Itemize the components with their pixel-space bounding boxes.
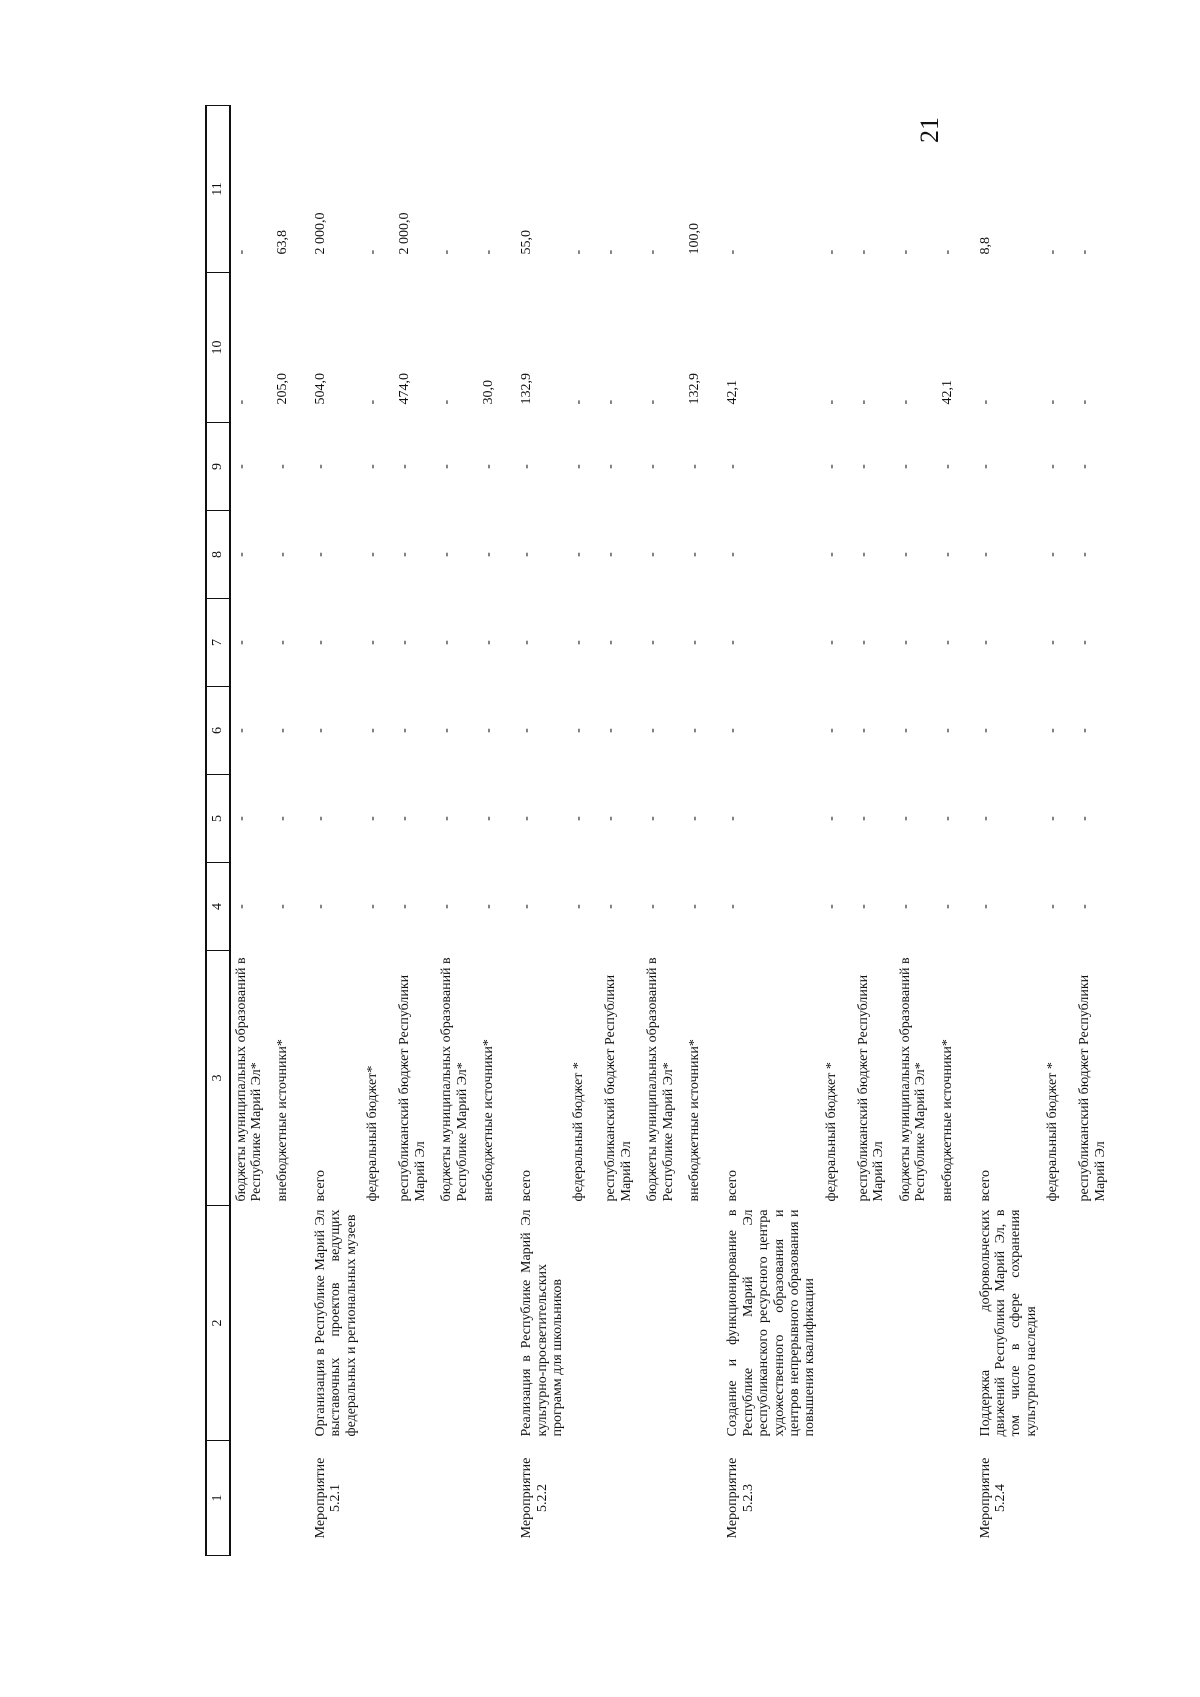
value-cell: - [481, 816, 497, 821]
table-row [642, 106, 684, 1556]
value-cell: - [571, 904, 587, 909]
value-cell: - [725, 249, 741, 255]
value-cell: - [725, 552, 741, 557]
event-name-cell [272, 1206, 310, 1441]
value-cell: - [397, 816, 413, 821]
value-cell: - [519, 552, 535, 557]
value-cell: - [439, 399, 455, 405]
value-cell: - [687, 904, 703, 909]
value-cell: - [977, 728, 993, 733]
value-cell: - [603, 640, 619, 645]
value-cell: - [275, 464, 290, 469]
table-row [230, 106, 272, 1556]
col-header: 3 [206, 951, 230, 1206]
table-row [1042, 106, 1074, 1556]
value-cell: - [571, 728, 587, 733]
funding-source-cell: федеральный бюджет * [823, 1062, 839, 1202]
value-cell: - [481, 904, 497, 909]
value-cell: - [645, 249, 661, 255]
value-cell: 132,9 [687, 373, 703, 405]
value-cell: - [1077, 816, 1093, 821]
value-cell: - [439, 640, 455, 645]
header-row [206, 106, 230, 1556]
col-header: 9 [206, 423, 230, 511]
value-cell: - [481, 249, 497, 255]
value-cell: - [823, 399, 839, 405]
table-row [684, 106, 722, 1556]
value-cell: - [1045, 552, 1061, 557]
event-number-cell: Мероприятие 5.2.3 [725, 1457, 756, 1539]
value-cell: - [571, 399, 587, 405]
value-cell: - [1077, 904, 1093, 909]
value-cell: - [939, 816, 955, 821]
funding-source-cell: всего [977, 1169, 993, 1202]
value-cell: - [571, 249, 587, 255]
table-row [1074, 106, 1116, 1556]
value-cell: - [645, 640, 661, 645]
value-cell: - [939, 464, 955, 469]
value-cell: - [823, 728, 839, 733]
value-cell: - [1077, 552, 1093, 557]
col-header: 10 [206, 273, 230, 423]
value-cell: 55,0 [519, 230, 535, 255]
event-number-cell [1042, 1441, 1074, 1556]
value-cell: - [481, 552, 497, 557]
value-cell: - [275, 904, 290, 909]
event-number-cell [821, 1441, 853, 1556]
value-cell: - [365, 640, 381, 645]
value-cell: - [855, 464, 871, 469]
value-cell: - [234, 552, 249, 557]
event-number-cell: Мероприятие 5.2.2 [519, 1457, 550, 1539]
value-cell: - [855, 640, 871, 645]
value-cell: - [855, 728, 871, 733]
value-cell: - [645, 464, 661, 469]
value-cell: - [977, 816, 993, 821]
value-cell: - [725, 464, 741, 469]
rotated-table-container [205, 116, 1108, 1556]
table-row [272, 106, 310, 1556]
event-name-cell [642, 1206, 684, 1441]
value-cell: - [313, 464, 328, 469]
event-name-cell [568, 1206, 600, 1441]
value-cell: - [1045, 640, 1061, 645]
funding-source-cell: внебюджетные источники* [939, 1039, 955, 1202]
value-cell: - [1045, 904, 1061, 909]
value-cell: - [234, 728, 249, 733]
value-cell: - [365, 816, 381, 821]
value-cell: - [1045, 816, 1061, 821]
value-cell: - [897, 904, 913, 909]
value-cell: - [823, 904, 839, 909]
value-cell: - [897, 552, 913, 557]
value-cell: - [439, 464, 455, 469]
value-cell: - [939, 249, 955, 255]
value-cell: - [313, 552, 328, 557]
event-number-cell [436, 1441, 478, 1556]
value-cell: - [519, 640, 535, 645]
value-cell: 205,0 [275, 373, 290, 405]
value-cell: - [365, 728, 381, 733]
event-number-cell [684, 1441, 722, 1556]
value-cell: - [897, 399, 913, 405]
event-name-cell [436, 1206, 478, 1441]
col-header: 1 [206, 1441, 230, 1556]
value-cell: - [397, 728, 413, 733]
value-cell: 504,0 [313, 373, 328, 405]
event-number-cell [568, 1441, 600, 1556]
value-cell: - [365, 249, 381, 255]
value-cell: - [397, 640, 413, 645]
value-cell: 63,8 [275, 230, 290, 255]
table-row [516, 106, 568, 1556]
value-cell: - [519, 464, 535, 469]
value-cell: - [571, 464, 587, 469]
value-cell: - [1045, 249, 1061, 255]
event-name-cell [684, 1206, 722, 1441]
value-cell: - [823, 249, 839, 255]
value-cell: - [519, 816, 535, 821]
value-cell: - [603, 816, 619, 821]
value-cell: - [855, 904, 871, 909]
value-cell: - [481, 728, 497, 733]
event-number-cell [937, 1441, 975, 1556]
table-row [362, 106, 394, 1556]
value-cell: - [977, 552, 993, 557]
value-cell: - [855, 249, 871, 255]
value-cell: - [645, 816, 661, 821]
event-name-cell [895, 1206, 937, 1441]
funding-source-cell: федеральный бюджет * [1045, 1062, 1061, 1202]
table-row [821, 106, 853, 1556]
value-cell: 30,0 [481, 380, 497, 405]
value-cell: - [855, 399, 871, 405]
value-cell: - [939, 728, 955, 733]
col-header: 6 [206, 687, 230, 775]
value-cell: - [603, 249, 619, 255]
funding-source-cell: внебюджетные источники* [481, 1039, 497, 1202]
funding-source-cell: республиканский бюджет Республики Марий Эл [855, 974, 887, 1202]
value-cell: - [313, 904, 328, 909]
col-header: 7 [206, 599, 230, 687]
value-cell: - [275, 640, 290, 645]
event-number-cell: Мероприятие 5.2.4 [977, 1457, 1009, 1539]
value-cell: - [234, 816, 249, 821]
value-cell: - [823, 640, 839, 645]
value-cell: - [939, 904, 955, 909]
value-cell: - [439, 904, 455, 909]
value-cell: - [481, 464, 497, 469]
col-header: 11 [206, 106, 230, 273]
table-row [310, 106, 362, 1556]
funding-source-cell: внебюджетные источники* [687, 1039, 703, 1202]
value-cell: 132,9 [519, 373, 535, 405]
event-name-cell [600, 1206, 642, 1441]
value-cell: - [939, 640, 955, 645]
value-cell: - [365, 552, 381, 557]
event-name-cell [230, 1206, 272, 1441]
value-cell: - [897, 640, 913, 645]
value-cell: - [439, 552, 455, 557]
value-cell: - [823, 552, 839, 557]
value-cell: - [603, 464, 619, 469]
value-cell: - [397, 552, 413, 557]
event-number-cell [600, 1441, 642, 1556]
funding-source-cell: всего [519, 1169, 535, 1202]
event-number-cell [230, 1441, 272, 1556]
value-cell: 42,1 [725, 380, 741, 405]
value-cell: - [397, 464, 413, 469]
value-cell: - [365, 399, 381, 405]
value-cell: - [234, 399, 249, 405]
table-row [600, 106, 642, 1556]
event-name-cell: Создание и функционирование в Республике Марий Эл республиканского ресурсного центра художественного образования и центров непрерывного образования и повышения квалификации [725, 1209, 818, 1437]
value-cell: - [313, 728, 328, 733]
value-cell: - [645, 399, 661, 405]
event-number-cell [478, 1441, 516, 1556]
value-cell: - [725, 904, 741, 909]
value-cell: - [234, 249, 249, 255]
value-cell: - [481, 640, 497, 645]
value-cell: - [897, 816, 913, 821]
value-cell: - [823, 816, 839, 821]
event-name-cell [1074, 1206, 1116, 1441]
value-cell: - [977, 904, 993, 909]
value-cell: - [645, 904, 661, 909]
value-cell: - [823, 464, 839, 469]
value-cell: - [725, 816, 741, 821]
event-name-cell: Реализация в Республике Марий Эл культурно-просветительских программ для школьников [519, 1209, 565, 1437]
col-header: 2 [206, 1206, 230, 1441]
funding-source-cell: внебюджетные источники* [275, 1039, 290, 1202]
funding-source-cell: всего [313, 1169, 328, 1202]
event-name-cell [394, 1206, 436, 1441]
funding-source-cell: бюджеты муниципальных образований в Республике Марий Эл* [439, 957, 470, 1202]
event-name-cell [1042, 1206, 1074, 1441]
value-cell: - [1077, 728, 1093, 733]
value-cell: - [687, 816, 703, 821]
event-name-cell [937, 1206, 975, 1441]
value-cell: - [234, 464, 249, 469]
funding-source-cell: бюджеты муниципальных образований в Республике Марий Эл* [897, 957, 929, 1202]
value-cell: - [234, 904, 249, 909]
value-cell: - [687, 464, 703, 469]
table-row [895, 106, 937, 1556]
value-cell: 100,0 [687, 223, 703, 255]
table-row [568, 106, 600, 1556]
value-cell: - [1077, 399, 1093, 405]
table-row [478, 106, 516, 1556]
table-row [937, 106, 975, 1556]
event-name-cell: Поддержка добровольческих движений Республики Марий Эл, в том числе в сфере сохранения культурного наследия [977, 1209, 1039, 1437]
value-cell: - [275, 552, 290, 557]
value-cell: - [1045, 464, 1061, 469]
event-number-cell [362, 1441, 394, 1556]
value-cell: 2 000,0 [313, 212, 328, 255]
col-header: 4 [206, 863, 230, 951]
table-row [394, 106, 436, 1556]
value-cell: - [977, 399, 993, 405]
value-cell: - [977, 464, 993, 469]
funding-source-cell: всего [725, 1169, 741, 1202]
value-cell: - [855, 552, 871, 557]
event-number-cell [895, 1441, 937, 1556]
value-cell: - [275, 816, 290, 821]
event-name-cell [821, 1206, 853, 1441]
value-cell: - [571, 552, 587, 557]
value-cell: - [439, 249, 455, 255]
value-cell: - [275, 728, 290, 733]
value-cell: - [897, 464, 913, 469]
funding-source-cell: республиканский бюджет Республики Марий Эл [397, 974, 428, 1202]
funding-source-cell: федеральный бюджет* [365, 1065, 381, 1202]
value-cell: - [571, 640, 587, 645]
value-cell: 474,0 [397, 373, 413, 405]
value-cell: - [313, 816, 328, 821]
value-cell: - [687, 552, 703, 557]
event-name-cell [853, 1206, 895, 1441]
event-name-cell [362, 1206, 394, 1441]
value-cell: - [725, 728, 741, 733]
event-number-cell [272, 1441, 310, 1556]
value-cell: - [365, 464, 381, 469]
value-cell: - [855, 816, 871, 821]
value-cell: - [1045, 399, 1061, 405]
value-cell: - [519, 728, 535, 733]
value-cell: - [439, 816, 455, 821]
funding-source-cell: республиканский бюджет Республики Марий Эл [603, 974, 634, 1202]
event-number-cell [394, 1441, 436, 1556]
value-cell: - [603, 904, 619, 909]
value-cell: - [603, 552, 619, 557]
value-cell: - [939, 552, 955, 557]
value-cell: - [687, 640, 703, 645]
value-cell: - [645, 552, 661, 557]
value-cell: - [1077, 249, 1093, 255]
value-cell: 8,8 [977, 237, 993, 255]
table-row [436, 106, 478, 1556]
value-cell: - [439, 728, 455, 733]
value-cell: - [234, 640, 249, 645]
value-cell: - [645, 728, 661, 733]
event-number-cell: Мероприятие 5.2.1 [313, 1457, 344, 1539]
value-cell: - [397, 904, 413, 909]
event-number-cell [1074, 1441, 1116, 1556]
value-cell: - [725, 640, 741, 645]
value-cell: - [519, 904, 535, 909]
value-cell: - [1077, 640, 1093, 645]
value-cell: - [687, 728, 703, 733]
value-cell: - [1045, 728, 1061, 733]
table-row [853, 106, 895, 1556]
funding-source-cell: бюджеты муниципальных образований в Республике Марий Эл* [645, 957, 676, 1202]
event-name-cell: Организация в Республике Марий Эл выставочных проектов ведущих федеральных и региональных музеев [313, 1209, 359, 1437]
value-cell: - [977, 640, 993, 645]
col-header: 8 [206, 511, 230, 599]
value-cell: 2 000,0 [397, 212, 413, 255]
value-cell: - [897, 249, 913, 255]
col-header: 5 [206, 775, 230, 863]
value-cell: - [603, 728, 619, 733]
value-cell: - [1077, 464, 1093, 469]
funding-source-cell: федеральный бюджет * [571, 1062, 587, 1202]
value-cell: - [897, 728, 913, 733]
value-cell: - [365, 904, 381, 909]
table-row [722, 106, 820, 1556]
funding-source-cell: республиканский бюджет Республики Марий Эл [1077, 974, 1108, 1202]
page-number: 21 [915, 117, 944, 143]
table-row [975, 106, 1043, 1556]
event-number-cell [853, 1441, 895, 1556]
value-cell: - [571, 816, 587, 821]
event-number-cell [642, 1441, 684, 1556]
funding-source-cell: бюджеты муниципальных образований в Республике Марий Эл* [234, 957, 265, 1202]
event-name-cell [478, 1206, 516, 1441]
funding-table [205, 105, 1116, 1556]
value-cell: 42,1 [939, 380, 955, 405]
value-cell: - [603, 399, 619, 405]
value-cell: - [313, 640, 328, 645]
